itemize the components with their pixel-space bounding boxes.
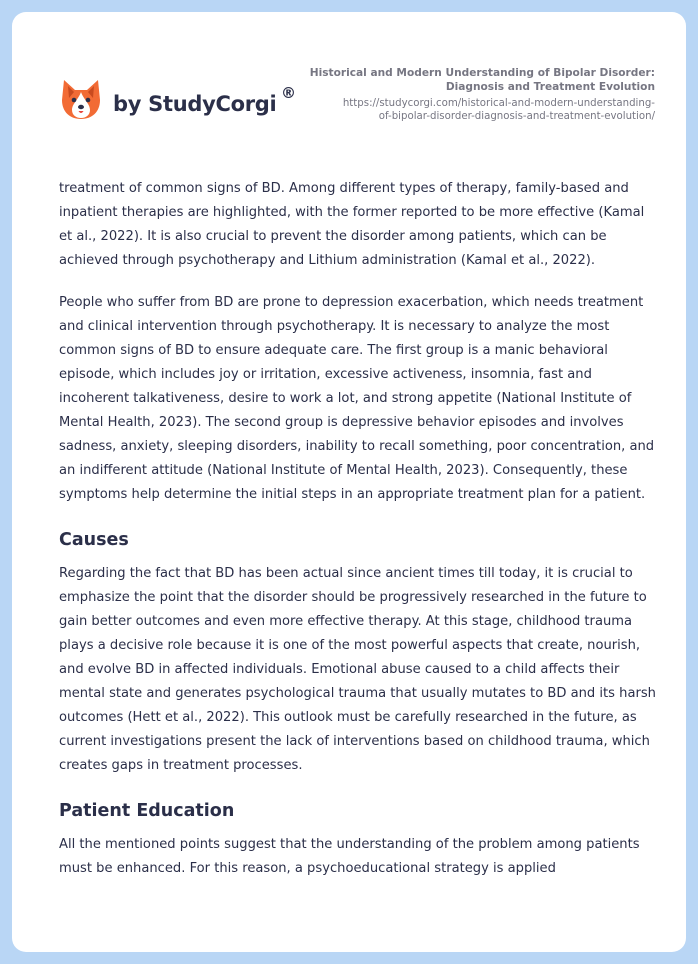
document-title <box>295 66 655 94</box>
section-heading-patient-education: Patient Education <box>59 801 235 821</box>
document-url[interactable] <box>295 97 655 123</box>
paragraph: treatment of common signs of BD. Among different types of therapy, family-based and inpatient therapies are highlighted, with the former reported to be more effective (Kamal et al., 2022). It is also crucial to prevent the disorder among patients, which can be achieved through psychotherapy and Lithium administration (Kamal et al., 2022). <box>59 181 645 268</box>
corgi-head-icon <box>60 76 102 122</box>
section-heading-causes: Causes <box>59 530 129 550</box>
registered-mark: ® <box>281 84 296 102</box>
paragraph: Regarding the fact that BD has been actual since ancient times till today, it is crucial to emphasize the point that the disorder should be progressively researched in the future to gain better outcomes and even more effective therapy. At this stage, childhood trauma plays a decisive role because it is one of the most powerful aspects that create, nourish, and evolve BD in affected individuals. Emotional abuse caused to a child affects their mental state and generates psychological trauma that usually mutates to BD and its harsh outcomes (Hett et al., 2022). This outlook must be carefully researched in the future, as current investigations present the lack of interventions based on childhood trauma, which creates gaps in treatment processes. <box>59 566 656 773</box>
document-url-line-2: of-bipolar-disorder-diagnosis-and-treatment-evolution/ <box>378 111 655 122</box>
studycorgi-logo[interactable] <box>60 76 300 126</box>
paragraph: People who suffer from BD are prone to depression exacerbation, which needs treatment and clinical intervention through psychotherapy. It is necessary to analyze the most common signs of BD to ensure adequate care. The first group is a manic behavioral episode, which includes joy or irritation, excessive activeness, insomnia, fast and incoherent talkativeness, desire to work a lot, and strong appetite (National Institute of Mental Health, 2023). The second group is depressive behavior episodes and involves sadness, anxiety, sleeping disorders, inability to recall something, poor concentration, and an indifferent attitude (National Institute of Mental Health, 2023). Consequently, these symptoms help determine the initial steps in an appropriate treatment plan for a patient. <box>59 295 655 502</box>
document-title-line-1: Historical and Modern Understanding of Bipolar Disorder: <box>309 67 655 79</box>
document-body <box>59 177 661 899</box>
document-title-line-2: Diagnosis and Treatment Evolution <box>445 81 655 93</box>
document-url-line-1: https://studycorgi.com/historical-and-modern-understanding- <box>342 98 655 109</box>
paragraph: All the mentioned points suggest that the understanding of the problem among patients must be enhanced. For this reason, a psychoeducational strategy is applied <box>59 837 640 876</box>
logo-text: by StudyCorgi <box>113 92 277 116</box>
document-page <box>12 12 686 952</box>
page-header <box>12 12 686 152</box>
document-meta <box>295 66 655 123</box>
